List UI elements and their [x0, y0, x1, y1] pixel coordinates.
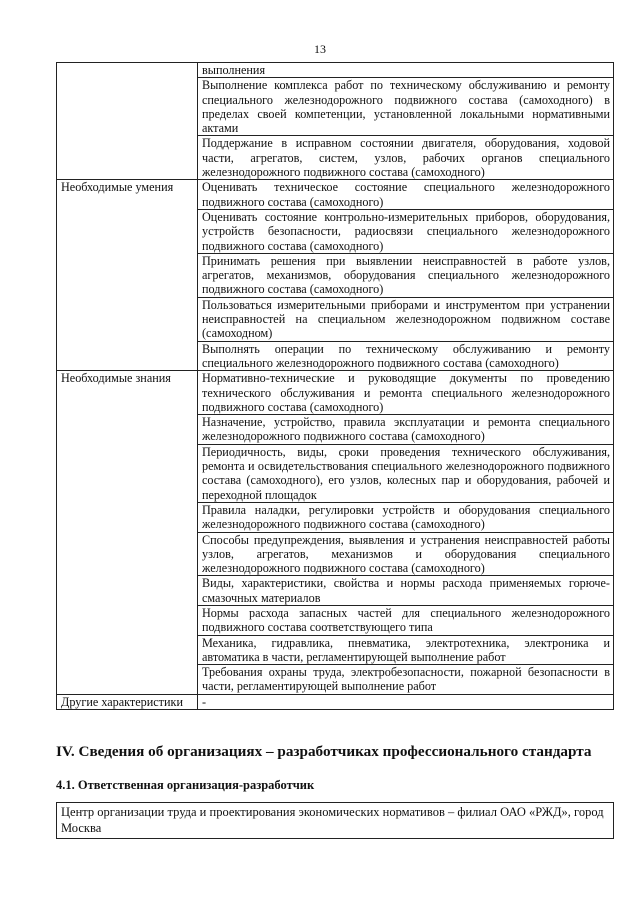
row-text: выполнения [198, 63, 614, 78]
row-label-skills: Необходимые умения [57, 180, 198, 371]
row-label-other: Другие характеристики [57, 694, 198, 709]
table-row [57, 371, 614, 415]
row-text: Периодичность, виды, сроки проведения технического обслуживания, ремонта и освидетельствования специального железнодорожного подвижного состава (самоходного), его узлов, колесных пар и оборудования, рабочей и переходной площадок [198, 444, 614, 502]
row-text: Механика, гидравлика, пневматика, электротехника, электроника и автоматика в части, регламентирующей выполнение работ [198, 635, 614, 665]
row-text: Принимать решения при выявлении неисправностей в работе узлов, агрегатов, механизмов, оборудования специального железнодорожного подвижного состава (самоходного) [198, 253, 614, 297]
row-text: Пользоваться измерительными приборами и инструментом при устранении неисправностей на специальном железнодорожном подвижном составе (самоходном) [198, 297, 614, 341]
row-text: Назначение, устройство, правила эксплуатации и ремонта специального железнодорожного подвижного состава (самоходного) [198, 415, 614, 445]
row-text: Способы предупреждения, выявления и устранения неисправностей работы узлов, агрегатов, механизмов и оборудования специального железнодорожного подвижного состава (самоходного) [198, 532, 614, 576]
row-label [57, 63, 198, 180]
requirements-table [56, 62, 614, 710]
row-text: Виды, характеристики, свойства и нормы расхода применяемых горюче-смазочных материалов [198, 576, 614, 606]
row-text: Оценивать техническое состояние специального железнодорожного подвижного состава (самоходного) [198, 180, 614, 210]
row-text: Нормативно-технические и руководящие документы по проведению технического обслуживания и ремонта специального железнодорожного подвижного состава (самоходного) [198, 371, 614, 415]
section-heading: IV. Сведения об организациях – разработчиках профессионального стандарта [56, 743, 592, 760]
table-row [57, 63, 614, 78]
row-text: Выполнение комплекса работ по техническому обслуживанию и ремонту специального железнодорожного подвижного состава (самоходного) в пределах своей компетенции, установленной локальными нормативными актами [198, 78, 614, 136]
row-text: Поддержание в исправном состоянии двигателя, оборудования, ходовой части, агрегатов, систем, узлов, рабочих органов специального железнодорожного подвижного состава (самоходного) [198, 136, 614, 180]
row-text: - [198, 694, 614, 709]
row-text: Выполнять операции по техническому обслуживанию и ремонту специального железнодорожного подвижного состава (самоходного) [198, 341, 614, 371]
page-number: 13 [314, 42, 326, 56]
row-text: Оценивать состояние контрольно-измерительных приборов, оборудования, устройств безопасности, радиосвязи специального железнодорожного подвижного состава (самоходного) [198, 209, 614, 253]
table-row [57, 180, 614, 210]
table-row [57, 694, 614, 709]
row-label-knowledge: Необходимые знания [57, 371, 198, 695]
subsection-heading: 4.1. Ответственная организация-разработчик [56, 778, 315, 792]
row-text: Правила наладки, регулировки устройств и оборудования специального железнодорожного подвижного состава (самоходного) [198, 502, 614, 532]
row-text: Требования охраны труда, электробезопасности, пожарной безопасности в части, регламентирующей выполнение работ [198, 665, 614, 695]
organization-box: Центр организации труда и проектирования экономических нормативов – филиал ОАО «РЖД», город Москва [56, 802, 614, 839]
row-text: Нормы расхода запасных частей для специального железнодорожного подвижного состава соответствующего типа [198, 605, 614, 635]
